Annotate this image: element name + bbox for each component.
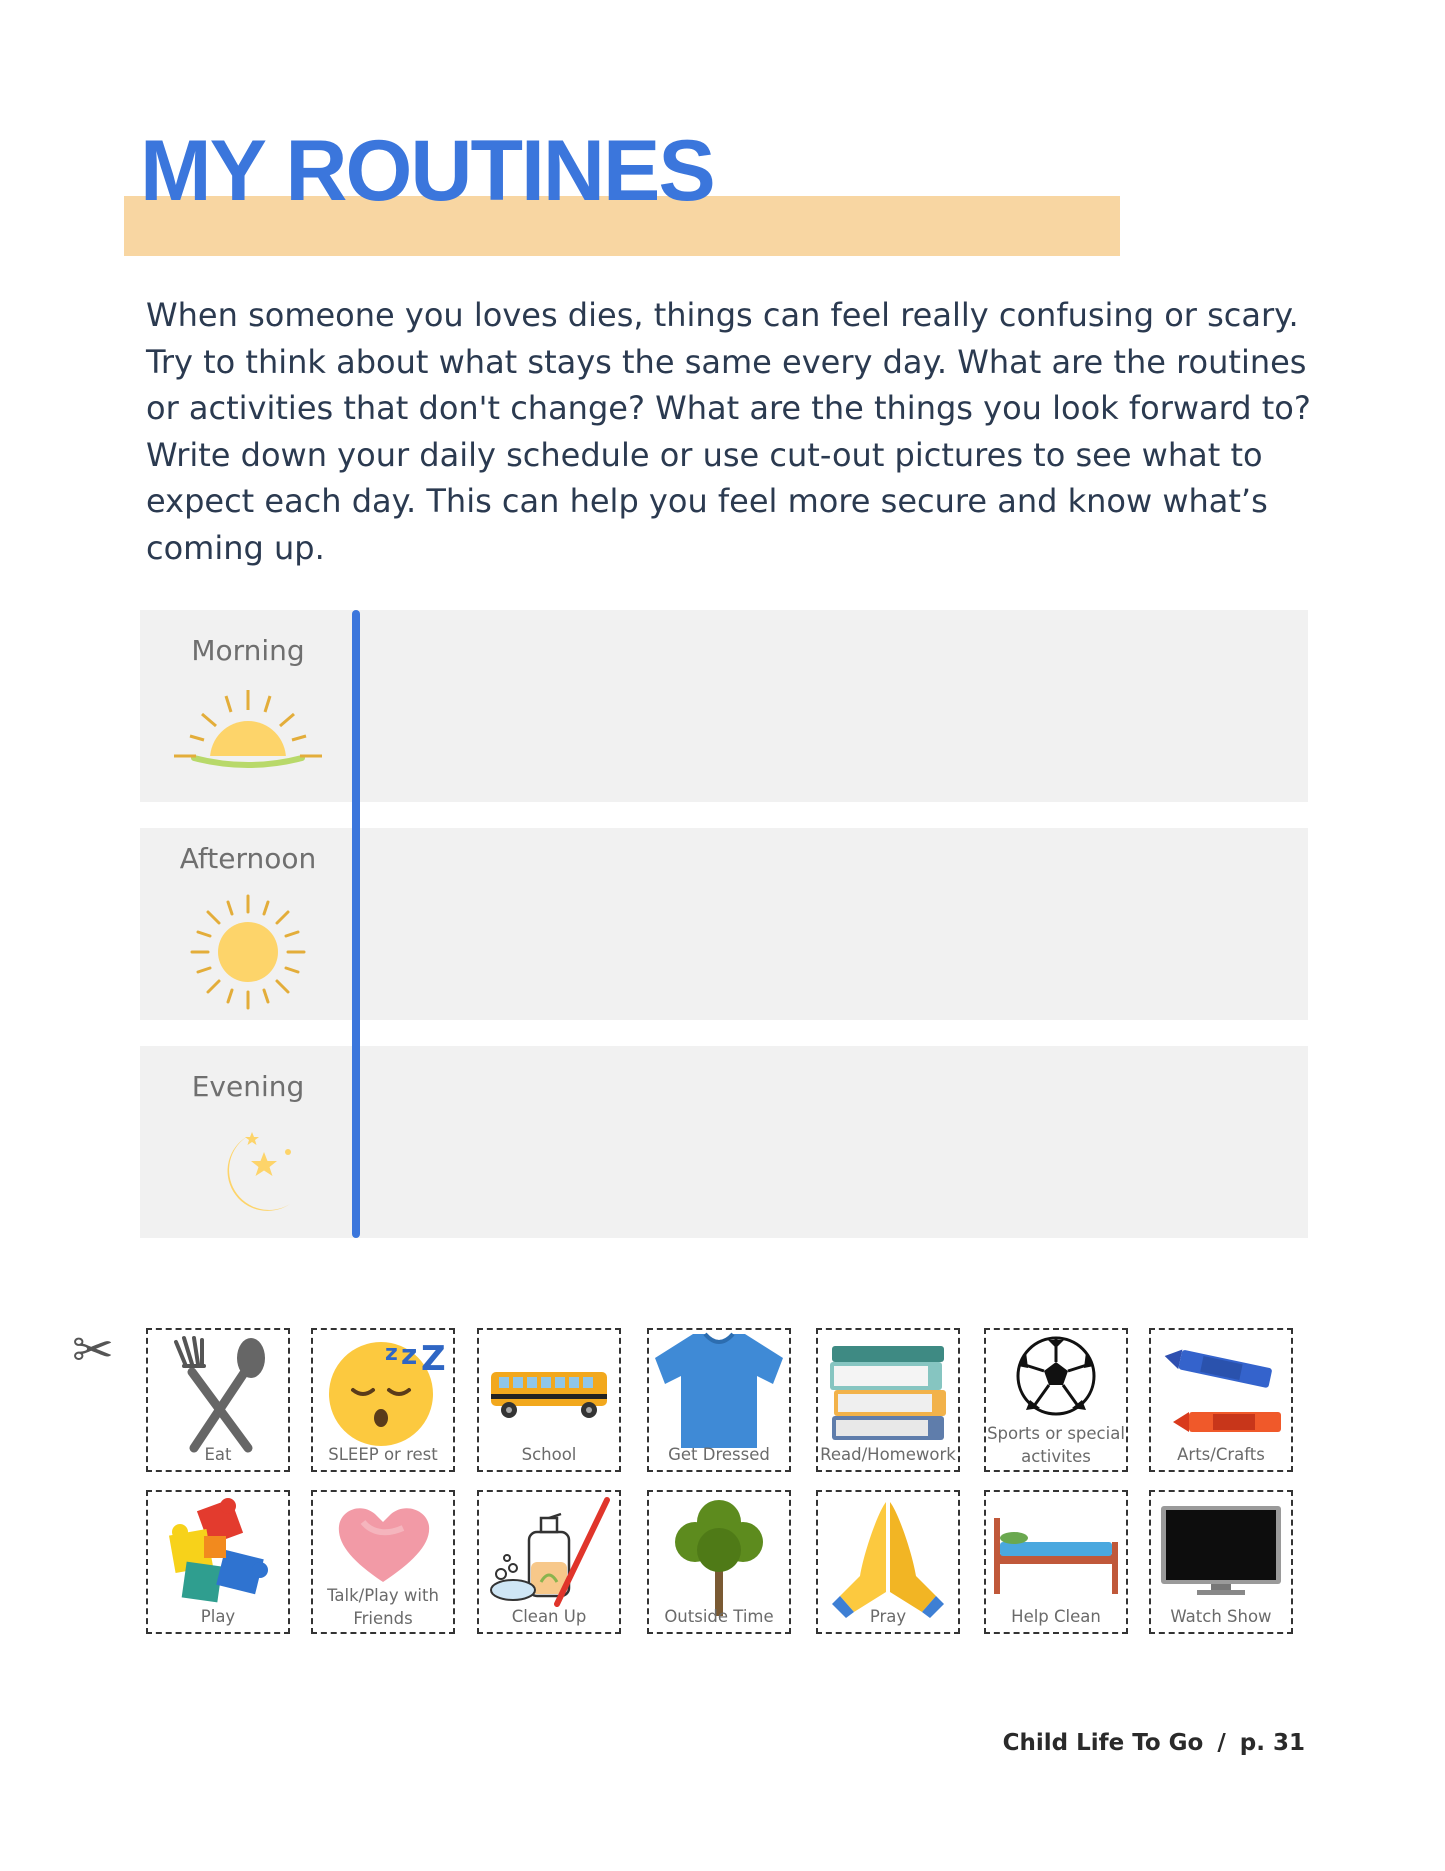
cutout-label: Read/Homework — [820, 1445, 956, 1464]
sun-icon — [188, 892, 308, 1012]
cutout-card-watch-show[interactable] — [1149, 1490, 1293, 1634]
cutout-card-eat[interactable] — [146, 1328, 290, 1472]
evening-label: Evening — [191, 1070, 305, 1103]
cutout-label: Help Clean — [1011, 1607, 1101, 1626]
afternoon-section[interactable] — [140, 828, 1308, 1020]
afternoon-label: Afternoon — [179, 842, 317, 875]
timeline-divider — [352, 610, 360, 1238]
footer-separator: / — [1217, 1730, 1226, 1756]
cutout-card-arts-crafts[interactable] — [1149, 1328, 1293, 1472]
page-title: MY ROUTINES — [140, 123, 714, 219]
cutout-card-play[interactable] — [146, 1490, 290, 1634]
svg-text:z: z — [401, 1338, 418, 1371]
cutout-label: School — [521, 1445, 577, 1464]
cutout-label: Sports or special activites — [987, 1424, 1125, 1466]
cutout-label: Arts/Crafts — [1177, 1445, 1265, 1464]
cutout-card-help-clean[interactable] — [984, 1490, 1128, 1634]
cutout-card-sleep[interactable] — [311, 1328, 455, 1472]
cutout-label: Talk/Play with Friends — [327, 1586, 439, 1628]
intro-paragraph: When someone you loves dies, things can feel really confusing or scary. Try to think about what stays the same every day. What are the routines or activities that don't change? What are the things you look forward to? Write down your daily schedule or use cut-out pictures to see what to expect each day. This can help you feel more secure and know what’s coming up. — [146, 296, 1311, 567]
cutout-card-pray[interactable] — [816, 1490, 960, 1634]
cutout-card-talk-play-friends[interactable] — [311, 1490, 455, 1634]
cutout-label: Play — [200, 1607, 236, 1626]
cutout-label: Outside Time — [664, 1607, 774, 1626]
cutout-label: Eat — [204, 1445, 232, 1464]
cutout-label: Get Dressed — [668, 1445, 770, 1464]
moon-stars-icon — [208, 1126, 298, 1222]
footer-brand: Child Life To Go — [1002, 1730, 1204, 1756]
cutout-label: Clean Up — [511, 1607, 587, 1626]
page-number: p. 31 — [1239, 1730, 1305, 1756]
morning-label: Morning — [191, 634, 305, 667]
cutout-card-school[interactable] — [477, 1328, 621, 1472]
cutout-label: Pray — [869, 1607, 907, 1626]
evening-section[interactable] — [140, 1046, 1308, 1238]
cutout-card-outside-time[interactable] — [647, 1490, 791, 1634]
cutout-card-sports[interactable] — [984, 1328, 1128, 1472]
scissors-icon: ✂ — [72, 1321, 114, 1379]
page-footer — [1003, 1730, 1305, 1756]
cutout-card-clean-up[interactable] — [477, 1490, 621, 1634]
morning-section[interactable] — [140, 610, 1308, 802]
cutout-label: Watch Show — [1170, 1607, 1272, 1626]
sunrise-icon — [174, 686, 322, 786]
cutout-label: SLEEP or rest — [328, 1445, 438, 1464]
svg-text:Z: Z — [421, 1339, 446, 1379]
svg-text:z: z — [385, 1341, 398, 1366]
cutout-card-get-dressed[interactable] — [647, 1328, 791, 1472]
cutout-card-read-homework[interactable] — [816, 1328, 960, 1472]
